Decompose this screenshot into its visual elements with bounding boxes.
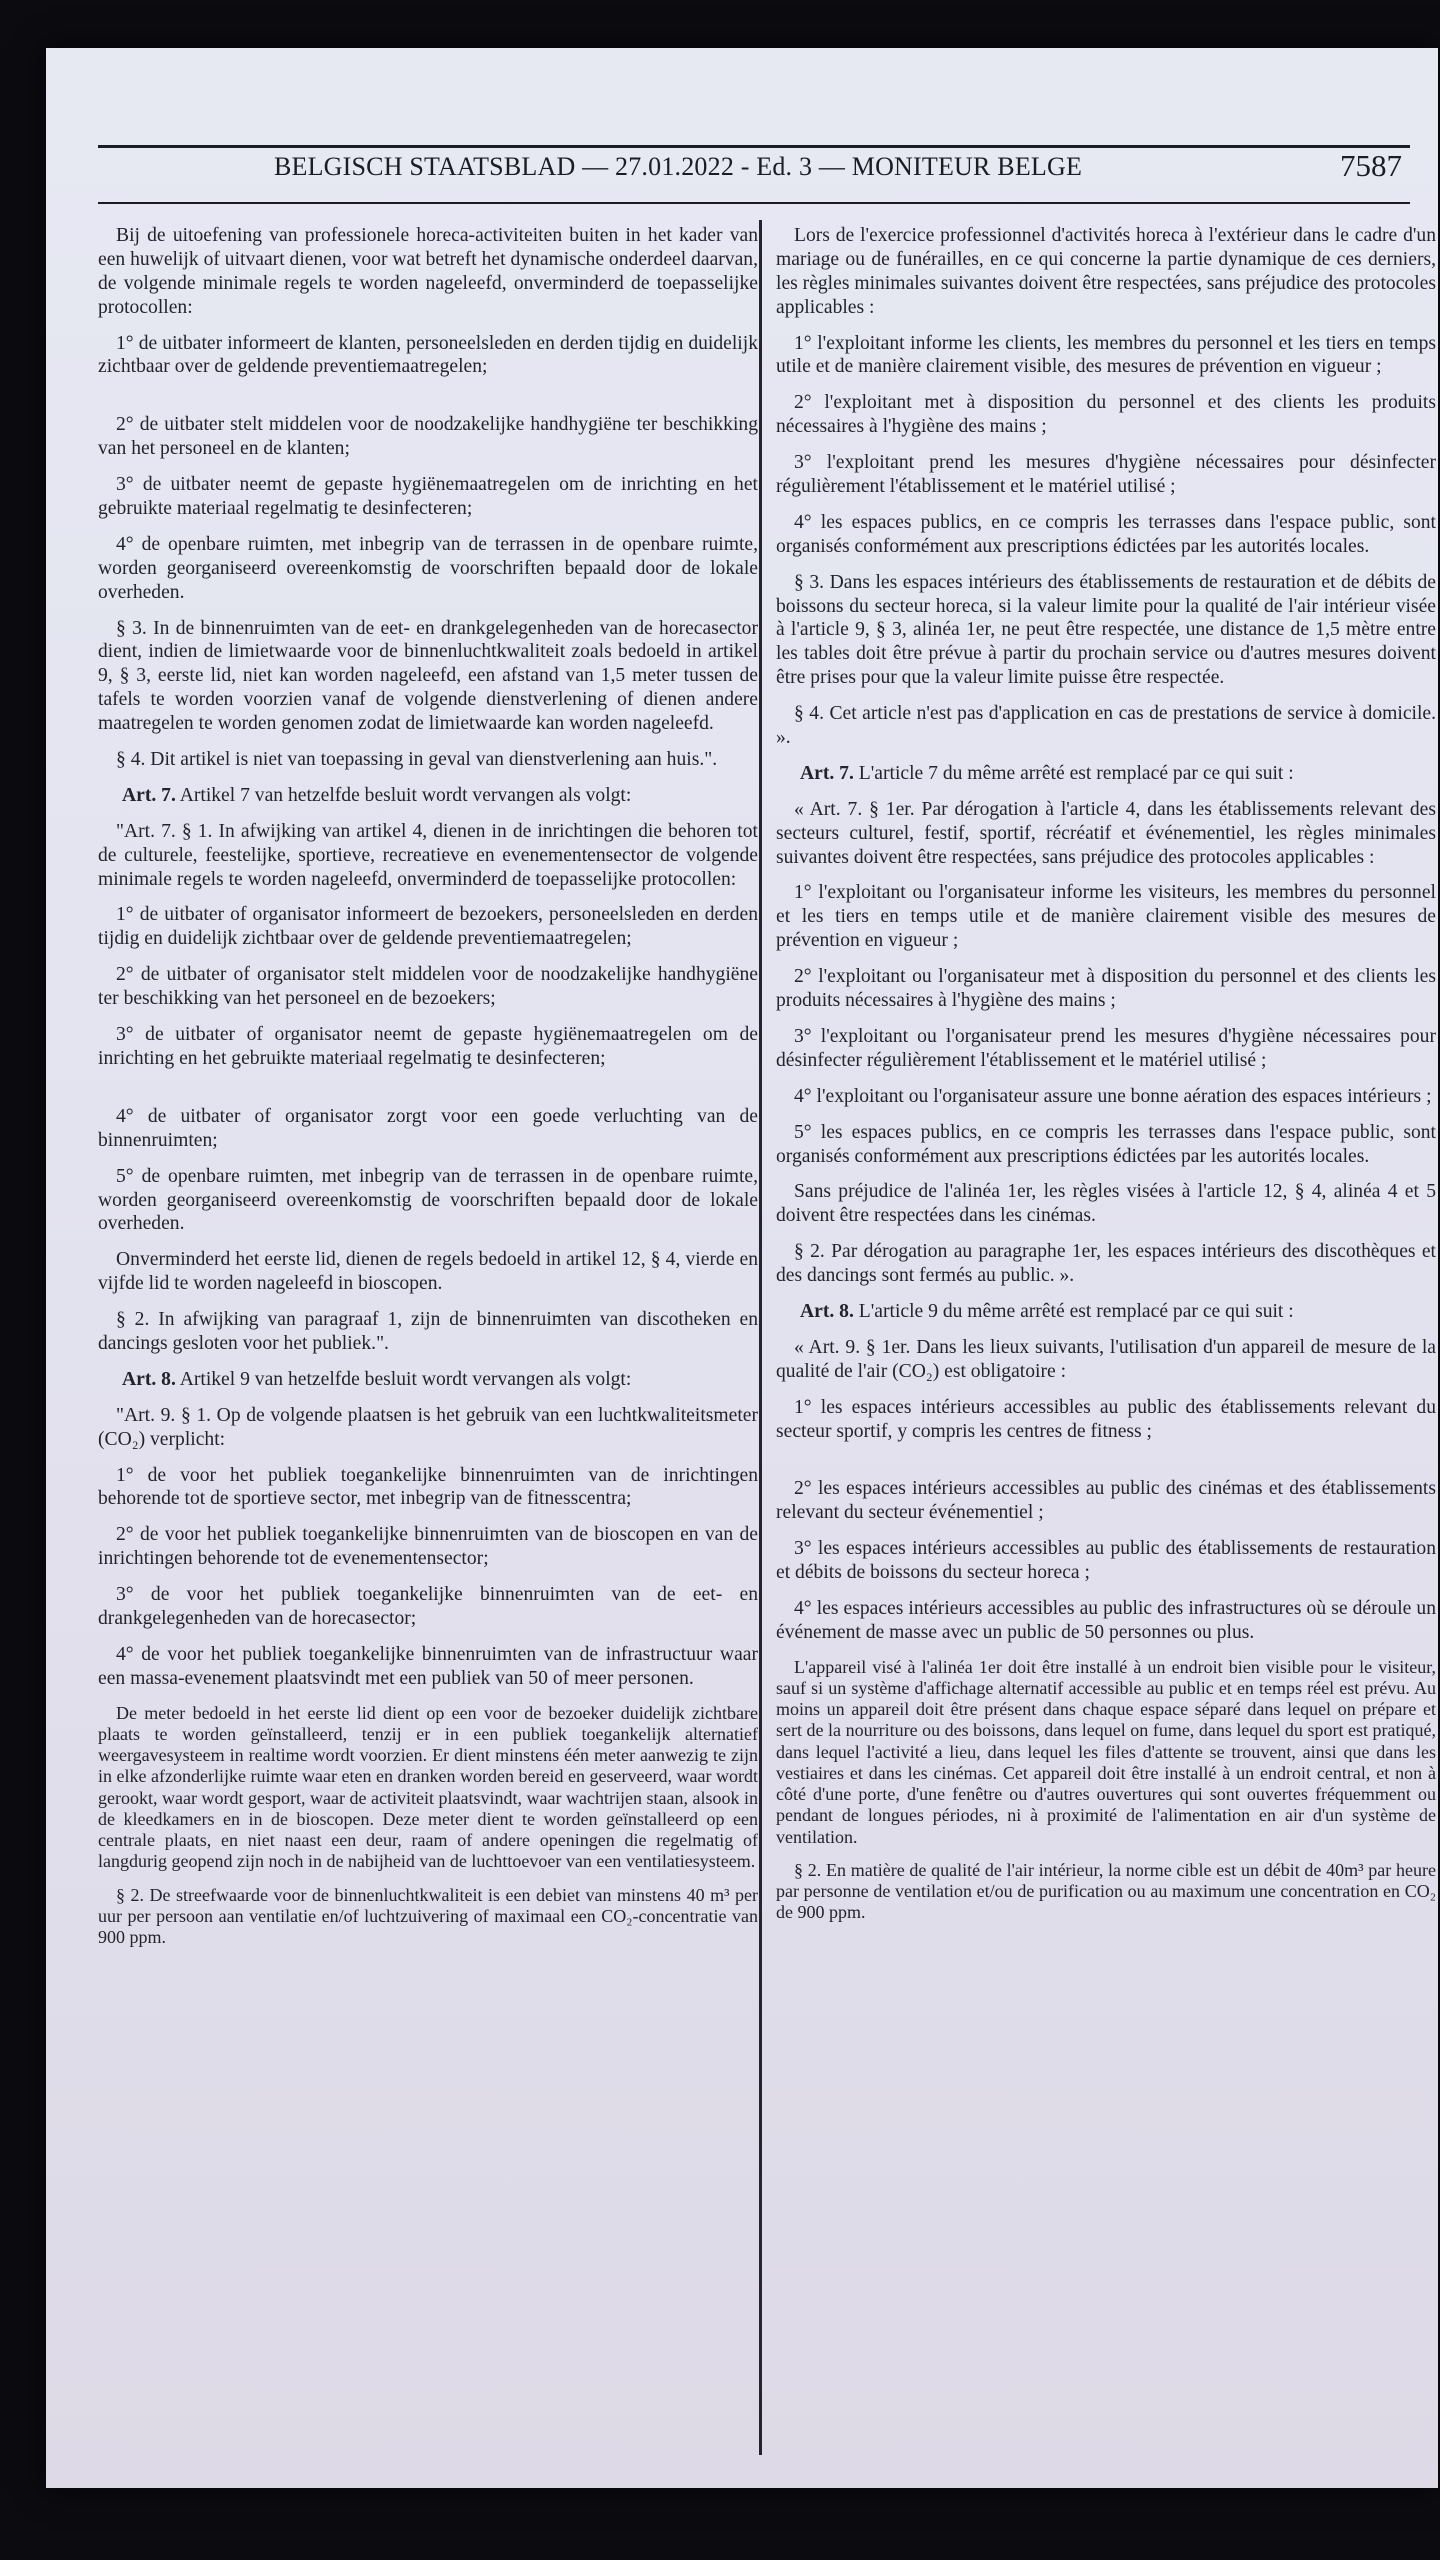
paragraph: 4° les espaces publics, en ce compris les terrasses dans l'espace public, sont organisés conformément aux prescriptions édictées par les autorités locales. <box>776 511 1436 557</box>
french-column <box>776 224 1436 1936</box>
paragraph: De meter bedoeld in het eerste lid dient op een voor de bezoeker duidelijk zichtbare plaats te worden geïnstalleerd, tenzij er in een publiek toegankelijk alternatief weergavesysteem in realtime wordt voorzien. Er dient minstens één meter aanwezig te zijn in elke afzonderlijke ruimte waar eten en dranken worden bereid en geserveerd, waar wordt gerookt, waar wordt gesport, waar de activiteit plaatsvindt, waar wachtrijen staan, alsook in de kleedkamers en in de bioscopen. Deze meter dient te worden geïnstalleerd op een centrale plaats, en niet naast een deur, raam of andere openingen die regelmatig of langdurig geopend zijn noch in de nabijheid van de luchttoevoer van een ventilatiesysteem. <box>98 1702 758 1872</box>
column-divider <box>759 220 762 2455</box>
paragraph: 1° l'exploitant informe les clients, les membres du personnel et les tiers en temps utile et de manière clairement visible, des mesures de prévention en vigueur ; <box>776 332 1436 378</box>
article-heading-text: L'article 7 du même arrêté est remplacé par ce qui suit : <box>858 762 1294 784</box>
paragraph: § 2. En matière de qualité de l'air intérieur, la norme cible est un débit de 40m³ par heure par personne de ventilation et/ou de purification ou au maximum une concentration en CO₂ de 900 ppm. <box>776 1859 1436 1923</box>
article-heading <box>98 1368 758 1392</box>
paragraph: 3° l'exploitant prend les mesures d'hygiène nécessaires pour désinfecter régulièrement l'établissement et le matériel utilisé ; <box>776 452 1436 498</box>
paragraph: « Art. 9. § 1er. Dans les lieux suivants, l'utilisation d'un appareil de mesure de la qualité de l'air (CO₂) est obligatoire : <box>776 1336 1436 1382</box>
paragraph: 1° de voor het publiek toegankelijke binnenruimten van de inrichtingen behorende tot de sportieve sector, met inbegrip van de fitnesscentra; <box>98 1464 758 1510</box>
article-heading <box>776 1300 1436 1324</box>
article-label: Art. 8. <box>800 1300 854 1322</box>
paragraph: Sans préjudice de l'alinéa 1er, les règles visées à l'article 12, § 4, alinéa 4 et 5 doivent être respectées dans les cinémas. <box>776 1181 1436 1227</box>
paragraph: 3° l'exploitant ou l'organisateur prend les mesures d'hygiène nécessaires pour désinfecter régulièrement l'établissement et le matériel utilisé ; <box>776 1025 1436 1071</box>
article-heading <box>98 784 758 808</box>
paragraph: Bij de uitoefening van professionele horeca-activiteiten buiten in het kader van een huwelijk of uitvaart dienen, voor wat betreft het dynamische onderdeel daarvan, de volgende minimale regels te worden nageleefd, onverminderd de toepasselijke protocollen: <box>98 225 758 318</box>
paragraph: Onverminderd het eerste lid, dienen de regels bedoeld in artikel 12, § 4, vierde en vijfde lid te worden nageleefd in bioscopen. <box>98 1249 758 1295</box>
paragraph: 4° les espaces intérieurs accessibles au public des infrastructures où se déroule un événement de masse avec un public de 50 personnes ou plus. <box>776 1597 1436 1643</box>
article-heading <box>776 762 1436 786</box>
paragraph: Lors de l'exercice professionnel d'activités horeca à l'extérieur dans le cadre d'un mariage ou de funérailles, en ce qui concerne la partie dynamique de ces derniers, les règles minimales suivantes doivent être respectées, sans préjudice des protocoles applicables : <box>776 225 1436 318</box>
article-heading-text: Artikel 7 van hetzelfde besluit wordt vervangen als volgt: <box>179 784 632 806</box>
header-title: BELGISCH STAATSBLAD — 27.01.2022 - Ed. 3 — MONITEUR BELGE <box>273 152 1083 181</box>
article-label: Art. 8. <box>122 1368 176 1390</box>
paragraph: § 4. Dit artikel is niet van toepassing in geval van dienstverlening aan huis.". <box>116 749 718 771</box>
paragraph: 4° l'exploitant ou l'organisateur assure une bonne aération des espaces intérieurs ; <box>794 1085 1432 1107</box>
paragraph: § 2. Par dérogation au paragraphe 1er, les espaces intérieurs des discothèques et des dancings sont fermés au public. ». <box>776 1241 1436 1287</box>
paragraph: § 2. In afwijking van paragraaf 1, zijn de binnenruimten van discotheken en dancings gesloten voor het publiek.". <box>98 1309 758 1354</box>
paragraph: 4° de openbare ruimten, met inbegrip van de terrassen in de openbare ruimte, worden georganiseerd overeenkomstig de voorschriften bepaald door de lokale overheden. <box>98 533 758 603</box>
paragraph: 2° de voor het publiek toegankelijke binnenruimten van de bioscopen en van de inrichtingen behorende tot de evenementensector; <box>98 1524 758 1570</box>
paragraph: 3° les espaces intérieurs accessibles au public des établissements de restauration et débits de boissons du secteur horeca ; <box>776 1538 1436 1584</box>
paragraph: L'appareil visé à l'alinéa 1er doit être installé à un endroit bien visible pour le visiteur, sauf si un système d'affichage alternatif accessible au public et en temps réel est prévu. Au moins un appareil doit être présent dans chaque espace séparé dans lequel on prépare et sert de la nourriture ou des boissons, dans lequel on fume, dans lequel du sport est pratiqué, dans lequel l'activité a lieu, dans lequel les files d'attente se trouvent, ainsi que dans les vestiaires et dans les cinémas. Cet appareil doit être installé à un endroit central, et non à côté d'une porte, d'une fenêtre ou d'autres ouvertures qui sont ouvertes fréquemment ou pendant de longues périodes, ni à proximité de l'alimentation en air d'un système de ventilation. <box>776 1656 1436 1847</box>
paragraph: "Art. 7. § 1. In afwijking van artikel 4, dienen in de inrichtingen die behoren tot de culturele, feestelijke, sportieve, recreatieve en evenementensector de volgende minimale regels te worden nageleefd, onverminderd de toepasselijke protocollen: <box>98 820 758 890</box>
header-rule-top <box>98 145 1410 148</box>
paragraph: 4° de uitbater of organisator zorgt voor een goede verluchting van de binnenruimten; <box>98 1105 758 1151</box>
article-heading-text: L'article 9 du même arrêté est remplacé par ce qui suit : <box>858 1300 1294 1322</box>
paragraph: 2° de uitbater of organisator stelt middelen voor de noodzakelijke handhygiëne ter beschikking van het personeel en de bezoekers; <box>98 964 758 1010</box>
paragraph: 2° de uitbater stelt middelen voor de noodzakelijke handhygiëne ter beschikking van het personeel en de klanten; <box>98 414 758 460</box>
document-page <box>46 48 1438 2488</box>
article-heading-text: Artikel 9 van hetzelfde besluit wordt vervangen als volgt: <box>179 1368 632 1390</box>
paragraph: 1° de uitbater of organisator informeert de bezoekers, personeelsleden en derden tijdig en duidelijk zichtbaar over de geldende preventiemaatregelen; <box>98 904 758 950</box>
paragraph: 5° les espaces publics, en ce compris les terrasses dans l'espace public, sont organisés conformément aux prescriptions édictées par les autorités locales. <box>776 1121 1436 1167</box>
paragraph: 1° l'exploitant ou l'organisateur informe les visiteurs, les membres du personnel et les tiers en temps utile et de manière clairement visible des mesures de prévention en vigueur ; <box>776 882 1436 952</box>
header-rule-bottom <box>98 202 1410 204</box>
article-label: Art. 7. <box>122 784 176 806</box>
paragraph: § 4. Cet article n'est pas d'application en cas de prestations de service à domicile. ». <box>776 703 1436 749</box>
paragraph: § 3. In de binnenruimten van de eet- en drankgelegenheden van de horecasector dient, indien de limietwaarde voor de binnenluchtkwaliteit zoals bedoeld in artikel 9, § 3, eerste lid, niet kan worden nageleefd, een afstand van 1,5 meter tussen de tafels te worden voorzien vanaf de volgende dienstverlening of dienen andere maatregelen te worden genomen zodat de limietwaarde kan worden nageleefd. <box>98 617 758 735</box>
paragraph: 2° l'exploitant ou l'organisateur met à disposition du personnel et des clients les produits nécessaires à l'hygiène des mains ; <box>776 966 1436 1012</box>
paragraph: § 2. De streefwaarde voor de binnenluchtkwaliteit is een debiet van minstens 40 m³ per uur per persoon aan ventilatie en/of luchtzuivering of maximaal een CO₂-concentratie van 900 ppm. <box>98 1884 758 1947</box>
page-number: 7587 <box>1340 148 1402 183</box>
paragraph: 1° de uitbater informeert de klanten, personeelsleden en derden tijdig en duidelijk zichtbaar over de geldende preventiemaatregelen; <box>98 332 758 378</box>
paragraph: 5° de openbare ruimten, met inbegrip van de terrassen in de openbare ruimte, worden georganiseerd overeenkomstig de voorschriften bepaald door de lokale overheden. <box>98 1165 758 1235</box>
paragraph: 1° les espaces intérieurs accessibles au public des établissements relevant du secteur sportif, y compris les centres de fitness ; <box>776 1396 1436 1442</box>
paragraph: § 3. Dans les espaces intérieurs des établissements de restauration et de débits de boissons du secteur horeca, si la valeur limite pour la qualité de l'air intérieur visée à l'article 9, § 3, alinéa 1er, ne peut être respectée, une distance de 1,5 mètre entre les tables doit être prévue à partir du prochain service ou d'autres mesures doivent être prises pour que la valeur limite puisse être respectée. <box>776 571 1436 689</box>
paragraph: 4° de voor het publiek toegankelijke binnenruimten van de infrastructuur waar een massa-evenement plaatsvindt met een publiek van 50 of meer personen. <box>98 1643 758 1689</box>
dutch-column <box>98 224 758 1960</box>
paragraph: 3° de uitbater of organisator neemt de gepaste hygiënemaatregelen om de inrichting en het gebruikte materiaal regelmatig te desinfecteren; <box>98 1024 758 1069</box>
paragraph: 2° l'exploitant met à disposition du personnel et des clients les produits nécessaires à l'hygiène des mains ; <box>776 392 1436 438</box>
paragraph: 2° les espaces intérieurs accessibles au public des cinémas et des établissements relevant du secteur événementiel ; <box>776 1478 1436 1524</box>
paragraph: « Art. 7. § 1er. Par dérogation à l'article 4, dans les établissements relevant des secteurs culturel, festif, sportif, récréatif et événementiel, les règles minimales suivantes doivent être respectées, sans préjudice des protocoles applicables : <box>776 798 1436 868</box>
paragraph: 3° de voor het publiek toegankelijke binnenruimten van de eet- en drankgelegenheden van de horecasector; <box>98 1584 758 1629</box>
article-label: Art. 7. <box>800 762 854 784</box>
paragraph: "Art. 9. § 1. Op de volgende plaatsen is het gebruik van een luchtkwaliteitsmeter (CO₂) verplicht: <box>98 1404 758 1450</box>
paragraph: 3° de uitbater neemt de gepaste hygiënemaatregelen om de inrichting en het gebruikte materiaal regelmatig te desinfecteren; <box>98 474 758 520</box>
